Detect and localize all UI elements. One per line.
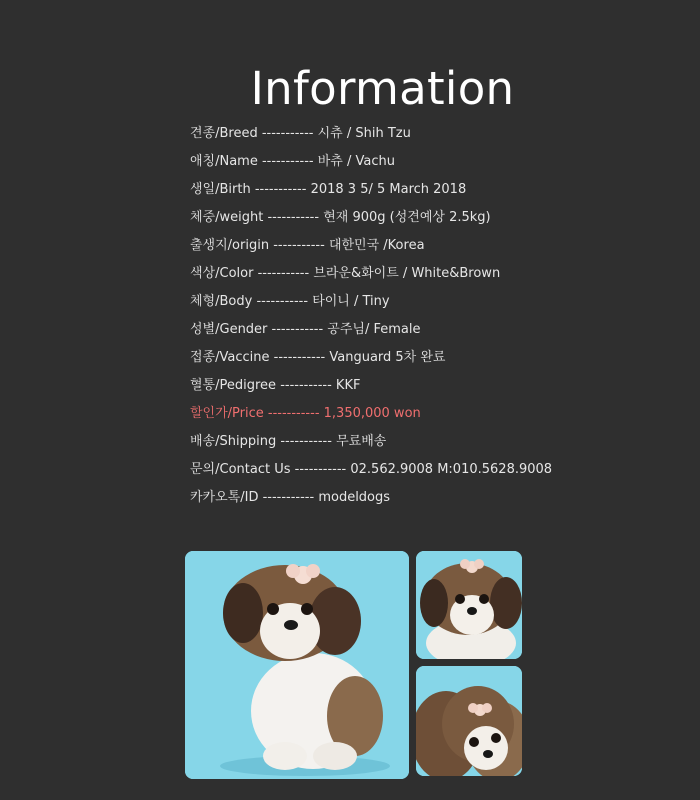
info-value: Vanguard 5차 완료 [329,350,446,365]
info-value: 시츄 / Shih Tzu [317,126,411,141]
shih-tzu-puppy-main-photo [185,551,409,779]
info-value: 타이니 / Tiny [312,294,390,309]
info-value: 무료배송 [336,434,387,449]
price-value: 1,350,000 won [323,406,421,421]
info-label: 혈통/Pedigree [190,378,281,393]
info-label: 배송/Shipping [190,434,281,449]
info-separator: ----------- [261,154,318,169]
info-label: 색상/Color [190,266,258,281]
page-title: Information [250,62,515,115]
info-separator: ----------- [267,406,324,421]
info-label: 체중/weight [190,210,268,225]
info-label: 애칭/Name [190,154,262,169]
dog-photo-icon [416,551,522,659]
info-label: 성별/Gender [190,322,272,337]
info-label: 접종/Vaccine [190,350,274,365]
info-value: 대한민국 /Korea [328,238,425,253]
info-separator: ----------- [273,238,329,253]
info-value: 브라운&화이트 / White&Brown [313,266,501,281]
contact-value: 02.562.9008 M:010.5628.9008 [350,462,553,477]
shih-tzu-puppy-closeup-photo [416,551,522,659]
info-separator: ----------- [280,378,336,393]
info-separator: ----------- [257,266,314,281]
kakao-id-value: modeldogs [318,490,391,505]
info-separator: ----------- [254,182,311,197]
info-label: 출생지/origin [190,238,274,253]
info-separator: ----------- [273,350,330,365]
info-label: 생일/Birth [190,182,255,197]
info-value: 현재 900g (성견예상 2.5kg) [323,210,491,225]
info-label: 견종/Breed [190,126,262,141]
info-value: KKF [335,378,361,393]
info-separator: ----------- [280,434,337,449]
info-separator: ----------- [294,462,351,477]
dog-photo-icon [416,666,522,776]
info-separator: ----------- [267,210,324,225]
info-value: 공주님/ Female [327,322,421,337]
info-separator: ----------- [262,490,319,505]
info-separator: ----------- [256,294,313,309]
info-label: 문의/Contact Us [190,462,295,477]
dog-photo-icon [185,551,409,779]
info-separator: ----------- [271,322,328,337]
info-label: 카카오톡/ID [190,490,263,505]
shih-tzu-puppy-lying-photo [416,666,522,776]
info-separator: ----------- [261,126,318,141]
info-label: 할인가/Price [190,406,268,421]
info-label: 체형/Body [190,294,257,309]
info-value: 2018 3 5/ 5 March 2018 [310,182,467,197]
info-value: 바츄 / Vachu [317,154,395,169]
